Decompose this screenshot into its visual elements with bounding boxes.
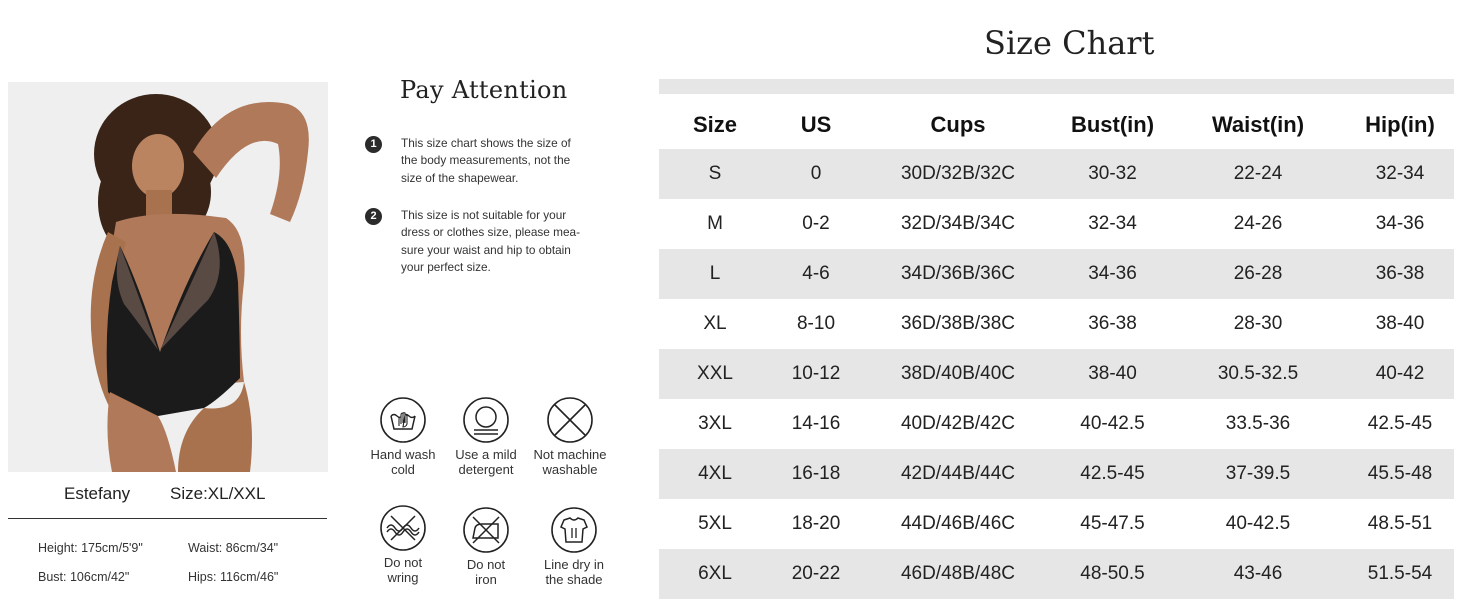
table-cell: 38D/40B/40C [861, 349, 1055, 399]
note-line: sure your waist and hip to obtain [401, 242, 571, 257]
table-cell: 20-22 [771, 549, 861, 599]
model-bust: Bust: 106cm/42" [38, 570, 130, 584]
table-cell: 30D/32B/32C [861, 149, 1055, 199]
table-cell: 42.5-45 [1367, 413, 1433, 434]
table-cell: 40-42 [1346, 349, 1454, 399]
model-photo [8, 82, 328, 472]
care-no-machine-wash [527, 396, 613, 477]
care-do-not-wring [360, 504, 446, 585]
table-cell: 8-10 [796, 313, 836, 334]
table-row [659, 399, 1454, 449]
table-cell: 32-34 [1088, 213, 1137, 234]
table-cell: 46D/48B/48C [861, 549, 1055, 599]
column-header: Size [692, 111, 738, 137]
care-label: Line dry in the shade [544, 557, 604, 587]
table-cell: 16-18 [771, 449, 861, 499]
table-cell: 32-34 [1346, 149, 1454, 199]
mild-detergent-icon [462, 396, 510, 444]
table-cell: 40-42.5 [1080, 413, 1145, 434]
column-header: Waist(in) [1211, 111, 1305, 137]
note-line: This size chart shows the size of [401, 136, 571, 150]
table-row [659, 249, 1454, 299]
model-hips: Hips: 116cm/46" [188, 570, 279, 584]
size-chart-title: Size Chart [984, 24, 1155, 62]
table-row [659, 349, 1454, 399]
table-cell: S [659, 149, 771, 199]
care-hand-wash [360, 396, 446, 477]
table-cell: 42D/44B/44C [861, 449, 1055, 499]
table-cell: 0 [771, 149, 861, 199]
care-mild-detergent [443, 396, 529, 477]
attention-title: Pay Attention [400, 76, 568, 104]
table-cell: 34-36 [1375, 213, 1425, 234]
header-band [659, 79, 1454, 94]
table-cell: 40-42.5 [1225, 513, 1291, 534]
table-cell: 43-46 [1170, 549, 1346, 599]
table-cell: 4-6 [771, 249, 861, 299]
table-cell: 48-50.5 [1055, 549, 1170, 599]
table-cell: 36-38 [1088, 313, 1137, 334]
note-line: dress or clothes size, please mea- [401, 225, 580, 240]
table-cell: 40D/42B/42C [900, 413, 1016, 434]
table-cell: 37-39.5 [1170, 449, 1346, 499]
table-cell: 32D/34B/34C [900, 213, 1016, 234]
column-header: Cups [930, 111, 986, 137]
care-line-dry-shade [531, 506, 617, 587]
table-cell: 34D/36B/36C [861, 249, 1055, 299]
note-text-1 [401, 135, 601, 187]
table-row [659, 499, 1454, 549]
table-cell: 28-30 [1233, 313, 1283, 334]
column-header: Bust(in) [1070, 111, 1155, 137]
table-cell: 38-40 [1375, 313, 1425, 334]
care-label: Hand wash cold [370, 447, 436, 477]
care-label: Do not wring [383, 555, 423, 585]
table-cell: 24-26 [1233, 213, 1283, 234]
note-text-2 [401, 207, 601, 276]
table-header-row [659, 100, 1454, 149]
note-line: size of the shapewear. [401, 170, 519, 185]
note-number-2: 2 [365, 208, 382, 225]
table-cell: M [707, 213, 723, 234]
model-size: Size:XL/XXL [170, 484, 266, 503]
table-cell: 4XL [659, 449, 771, 499]
do-not-iron-icon [462, 506, 510, 554]
line-dry-shade-icon [550, 506, 598, 554]
table-row [659, 549, 1454, 599]
do-not-wring-icon [379, 504, 427, 552]
table-cell: 18-20 [791, 513, 841, 534]
note-line: This size is not suitable for your [401, 208, 567, 222]
table-cell: 30.5-32.5 [1170, 349, 1346, 399]
model-height: Height: 175cm/5'9" [38, 541, 143, 555]
table-cell: 22-24 [1170, 149, 1346, 199]
table-row [659, 149, 1454, 199]
table-row [659, 299, 1454, 349]
note-number-1: 1 [365, 136, 382, 153]
model-name: Estefany [64, 484, 131, 503]
divider [8, 518, 327, 519]
table-cell: 30-32 [1055, 149, 1170, 199]
table-cell: L [659, 249, 771, 299]
table-cell: 33.5-36 [1225, 413, 1291, 434]
table-cell: 44D/46B/46C [900, 513, 1016, 534]
table-cell: 36-38 [1346, 249, 1454, 299]
table-cell: 42.5-45 [1055, 449, 1170, 499]
table-cell: 45-47.5 [1080, 513, 1145, 534]
model-illustration [8, 82, 328, 472]
table-cell: 34-36 [1055, 249, 1170, 299]
column-header: Hip(in) [1365, 111, 1435, 137]
no-machine-wash-icon [546, 396, 594, 444]
care-label: Not machine washable [533, 447, 607, 477]
table-cell: 48.5-51 [1367, 513, 1433, 534]
table-cell: 51.5-54 [1346, 549, 1454, 599]
table-cell: 6XL [659, 549, 771, 599]
table-cell: 3XL [698, 413, 732, 434]
table-cell: XL [703, 313, 727, 334]
table-cell: 38-40 [1055, 349, 1170, 399]
table-cell: XXL [659, 349, 771, 399]
care-label: Do not iron [466, 557, 506, 587]
care-do-not-iron [443, 506, 529, 587]
note-line: the body measurements, not the [401, 153, 571, 168]
table-cell: 14-16 [791, 413, 841, 434]
table-cell: 26-28 [1170, 249, 1346, 299]
table-row [659, 199, 1454, 249]
table-row [659, 449, 1454, 499]
table-cell: 36D/38B/38C [900, 313, 1016, 334]
care-label: Use a mild detergent [455, 447, 517, 477]
table-cell: 45.5-48 [1346, 449, 1454, 499]
model-waist: Waist: 86cm/34" [188, 541, 279, 555]
table-cell: 5XL [698, 513, 732, 534]
size-chart-table [659, 100, 1454, 599]
table-cell: 10-12 [771, 349, 861, 399]
note-line: your perfect size. [401, 259, 491, 274]
hand-wash-icon [379, 396, 427, 444]
column-header: US [800, 111, 832, 137]
table-cell: 0-2 [802, 213, 830, 234]
